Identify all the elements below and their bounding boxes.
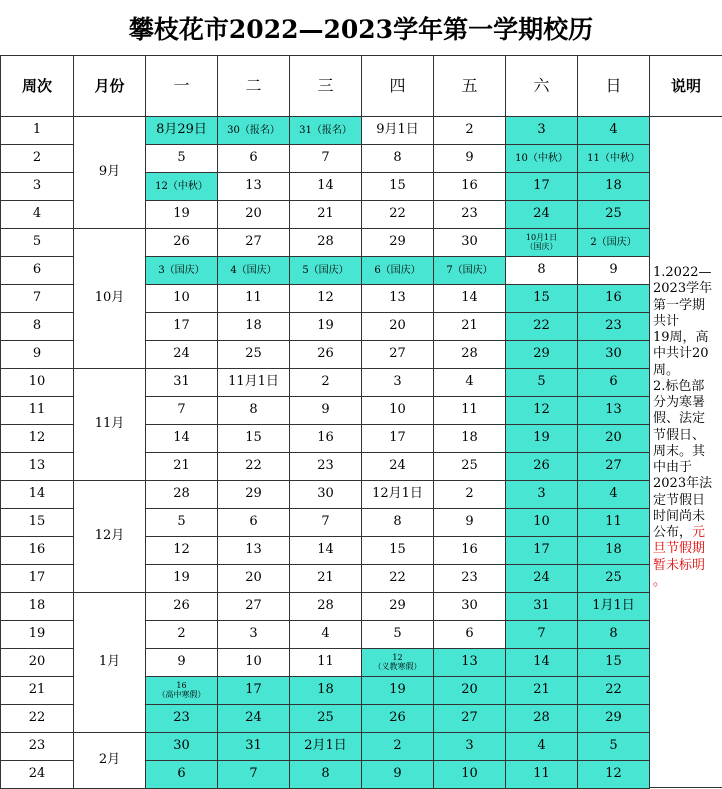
day-cell: 12月1日 — [362, 481, 434, 509]
week-number: 22 — [0, 705, 74, 733]
day-cell: 26 — [506, 453, 578, 481]
header-wed: 三 — [290, 56, 362, 117]
day-cell: 4 — [290, 621, 362, 649]
day-cell: 4 — [434, 369, 506, 397]
header-sun: 日 — [578, 56, 650, 117]
day-cell: 13 — [218, 173, 290, 201]
day-cell: 18 — [434, 425, 506, 453]
day-cell: 25 — [218, 341, 290, 369]
day-cell: 4 — [578, 117, 650, 145]
day-cell: 13 — [434, 649, 506, 677]
header-tue: 二 — [218, 56, 290, 117]
school-calendar-table — [0, 56, 722, 788]
week-number: 20 — [0, 649, 74, 677]
day-cell: 3 — [434, 733, 506, 761]
day-cell: 5 — [146, 145, 218, 173]
day-cell: 28 — [146, 481, 218, 509]
header-mon: 一 — [146, 56, 218, 117]
day-cell: 22 — [218, 453, 290, 481]
day-cell: 30 — [434, 593, 506, 621]
month-label: 11月 — [74, 369, 146, 481]
week-number: 12 — [0, 425, 74, 453]
day-cell: 6（国庆） — [362, 257, 434, 285]
day-cell: 6 — [146, 761, 218, 789]
week-number: 1 — [0, 117, 74, 145]
day-cell: 3 — [506, 117, 578, 145]
day-cell: 26 — [146, 229, 218, 257]
day-cell: 30 — [434, 229, 506, 257]
day-cell: 22 — [362, 201, 434, 229]
day-cell: 16 — [578, 285, 650, 313]
day-cell: 18 — [578, 173, 650, 201]
day-cell: 21 — [290, 565, 362, 593]
day-cell: 14 — [506, 649, 578, 677]
day-cell: 23 — [578, 313, 650, 341]
day-cell: 2 — [146, 621, 218, 649]
day-cell: 10 — [434, 761, 506, 789]
header-week: 周次 — [0, 56, 74, 117]
day-cell: 31（报名） — [290, 117, 362, 145]
day-cell: 6 — [434, 621, 506, 649]
day-cell: 13 — [362, 285, 434, 313]
day-cell: 21 — [290, 201, 362, 229]
day-cell: 9 — [290, 397, 362, 425]
day-cell: 9月1日 — [362, 117, 434, 145]
day-cell: 27 — [218, 593, 290, 621]
day-cell: 4 — [506, 733, 578, 761]
day-cell: 20 — [578, 425, 650, 453]
day-cell: 14 — [290, 537, 362, 565]
day-cell: 3 — [362, 369, 434, 397]
day-cell: 23 — [434, 565, 506, 593]
day-cell: 3 — [506, 481, 578, 509]
day-cell: 6 — [218, 145, 290, 173]
day-cell: 12 — [290, 285, 362, 313]
day-cell: 2 — [434, 481, 506, 509]
day-cell: 15 — [506, 285, 578, 313]
notes-column — [650, 117, 722, 788]
day-cell: 22 — [506, 313, 578, 341]
day-cell: 16 （高中寒假） — [146, 677, 218, 705]
day-cell: 29 — [218, 481, 290, 509]
day-cell: 26 — [146, 593, 218, 621]
day-cell: 7 — [218, 761, 290, 789]
week-number: 7 — [0, 285, 74, 313]
month-label: 12月 — [74, 481, 146, 593]
day-cell: 21 — [146, 453, 218, 481]
day-cell: 27 — [218, 229, 290, 257]
day-cell: 26 — [290, 341, 362, 369]
day-cell: 11 — [218, 285, 290, 313]
week-number: 18 — [0, 593, 74, 621]
day-cell: 27 — [362, 341, 434, 369]
week-number: 21 — [0, 677, 74, 705]
header-fri: 五 — [434, 56, 506, 117]
day-cell: 12 — [506, 397, 578, 425]
day-cell: 17 — [506, 537, 578, 565]
week-number: 16 — [0, 537, 74, 565]
week-number: 8 — [0, 313, 74, 341]
day-cell: 24 — [146, 341, 218, 369]
day-cell: 31 — [146, 369, 218, 397]
day-cell: 5 — [506, 369, 578, 397]
day-cell: 29 — [506, 341, 578, 369]
month-label: 9月 — [74, 117, 146, 229]
day-cell: 11 — [290, 649, 362, 677]
day-cell: 22 — [362, 565, 434, 593]
day-cell: 4（国庆） — [218, 257, 290, 285]
week-number: 3 — [0, 173, 74, 201]
page-title: 攀枝花市2022—2023学年第一学期校历 — [0, 0, 722, 56]
day-cell: 30 — [290, 481, 362, 509]
day-cell: 10（中秋） — [506, 145, 578, 173]
day-cell: 11月1日 — [218, 369, 290, 397]
day-cell: 27 — [578, 453, 650, 481]
day-cell: 10月1日 （国庆） — [506, 229, 578, 257]
day-cell: 12（中秋） — [146, 173, 218, 201]
week-number: 11 — [0, 397, 74, 425]
day-cell: 16 — [290, 425, 362, 453]
day-cell: 11 — [506, 761, 578, 789]
day-cell: 23 — [146, 705, 218, 733]
day-cell: 19 — [146, 201, 218, 229]
day-cell: 15 — [578, 649, 650, 677]
day-cell: 19 — [506, 425, 578, 453]
day-cell: 21 — [434, 313, 506, 341]
day-cell: 18 — [578, 537, 650, 565]
notes-main-text: 1.2022— 2023学年 第一学期 共计 19周，高 中共计20 周。 2.标色部 分为寒暑 假、法定 节假日、 周末。其 中由于 2023年法 定节假日 时间尚未 公布， — [653, 265, 713, 540]
week-number: 13 — [0, 453, 74, 481]
day-cell: 11 — [578, 509, 650, 537]
day-cell: 1月1日 — [578, 593, 650, 621]
day-cell: 20 — [218, 201, 290, 229]
day-cell: 28 — [290, 593, 362, 621]
week-number: 9 — [0, 341, 74, 369]
day-cell: 30 — [578, 341, 650, 369]
day-cell: 15 — [362, 173, 434, 201]
day-cell: 14 — [434, 285, 506, 313]
week-number: 15 — [0, 509, 74, 537]
day-cell: 9 — [578, 257, 650, 285]
day-cell: 18 — [218, 313, 290, 341]
day-cell: 8 — [290, 761, 362, 789]
day-cell: 28 — [290, 229, 362, 257]
day-cell: 29 — [362, 229, 434, 257]
day-cell: 10 — [146, 285, 218, 313]
week-number: 17 — [0, 565, 74, 593]
day-cell: 22 — [578, 677, 650, 705]
week-number: 14 — [0, 481, 74, 509]
week-number: 2 — [0, 145, 74, 173]
day-cell: 8月29日 — [146, 117, 218, 145]
day-cell: 6 — [218, 509, 290, 537]
day-cell: 12 （义教寒假） — [362, 649, 434, 677]
day-cell: 29 — [362, 593, 434, 621]
day-cell: 14 — [290, 173, 362, 201]
day-cell: 16 — [434, 173, 506, 201]
day-cell: 2 — [290, 369, 362, 397]
day-cell: 15 — [362, 537, 434, 565]
day-cell: 13 — [578, 397, 650, 425]
day-cell: 24 — [506, 565, 578, 593]
week-number: 6 — [0, 257, 74, 285]
day-cell: 21 — [506, 677, 578, 705]
day-cell: 5 — [362, 621, 434, 649]
day-cell: 13 — [218, 537, 290, 565]
day-cell: 30 — [146, 733, 218, 761]
day-cell: 15 — [218, 425, 290, 453]
day-cell: 25 — [290, 705, 362, 733]
day-cell: 17 — [506, 173, 578, 201]
day-cell: 10 — [218, 649, 290, 677]
day-cell: 25 — [578, 201, 650, 229]
day-cell: 20 — [434, 677, 506, 705]
day-cell: 27 — [434, 705, 506, 733]
day-cell: 24 — [506, 201, 578, 229]
week-number: 19 — [0, 621, 74, 649]
day-cell: 5 — [146, 509, 218, 537]
day-cell: 24 — [218, 705, 290, 733]
day-cell: 2月1日 — [290, 733, 362, 761]
day-cell: 11（中秋） — [578, 145, 650, 173]
day-cell: 23 — [290, 453, 362, 481]
day-cell: 28 — [434, 341, 506, 369]
day-cell: 17 — [218, 677, 290, 705]
day-cell: 20 — [362, 313, 434, 341]
day-cell: 8 — [506, 257, 578, 285]
day-cell: 6 — [578, 369, 650, 397]
day-cell: 8 — [218, 397, 290, 425]
day-cell: 2（国庆） — [578, 229, 650, 257]
header-notes: 说明 — [650, 56, 722, 117]
day-cell: 12 — [578, 761, 650, 789]
day-cell: 10 — [506, 509, 578, 537]
day-cell: 5（国庆） — [290, 257, 362, 285]
day-cell: 31 — [506, 593, 578, 621]
week-number: 24 — [0, 761, 74, 789]
day-cell: 31 — [218, 733, 290, 761]
day-cell: 2 — [434, 117, 506, 145]
day-cell: 16 — [434, 537, 506, 565]
day-cell: 9 — [146, 649, 218, 677]
day-cell: 30（报名） — [218, 117, 290, 145]
day-cell: 17 — [362, 425, 434, 453]
day-cell: 8 — [578, 621, 650, 649]
day-cell: 9 — [434, 145, 506, 173]
day-cell: 8 — [362, 509, 434, 537]
day-cell: 7 — [290, 509, 362, 537]
notes-red-text: 元 旦节假期 暂未标明 。 — [653, 525, 706, 589]
header-month: 月份 — [74, 56, 146, 117]
day-cell: 19 — [290, 313, 362, 341]
notes-text — [653, 265, 712, 590]
day-cell: 3 — [218, 621, 290, 649]
day-cell: 19 — [146, 565, 218, 593]
month-label: 10月 — [74, 229, 146, 369]
day-cell: 20 — [218, 565, 290, 593]
day-cell: 12 — [146, 537, 218, 565]
header-thu: 四 — [362, 56, 434, 117]
day-cell: 18 — [290, 677, 362, 705]
day-cell: 9 — [362, 761, 434, 789]
day-cell: 4 — [578, 481, 650, 509]
day-cell: 19 — [362, 677, 434, 705]
day-cell: 17 — [146, 313, 218, 341]
week-number: 10 — [0, 369, 74, 397]
month-label: 1月 — [74, 593, 146, 733]
day-cell: 29 — [578, 705, 650, 733]
day-cell: 24 — [362, 453, 434, 481]
day-cell: 25 — [578, 565, 650, 593]
day-cell: 11 — [434, 397, 506, 425]
day-cell: 28 — [506, 705, 578, 733]
month-label: 2月 — [74, 733, 146, 789]
day-cell: 25 — [434, 453, 506, 481]
day-cell: 3（国庆） — [146, 257, 218, 285]
day-cell: 7 — [506, 621, 578, 649]
day-cell: 5 — [578, 733, 650, 761]
week-number: 4 — [0, 201, 74, 229]
day-cell: 8 — [362, 145, 434, 173]
day-cell: 14 — [146, 425, 218, 453]
day-cell: 7（国庆） — [434, 257, 506, 285]
day-cell: 9 — [434, 509, 506, 537]
day-cell: 7 — [146, 397, 218, 425]
day-cell: 26 — [362, 705, 434, 733]
day-cell: 10 — [362, 397, 434, 425]
day-cell: 23 — [434, 201, 506, 229]
day-cell: 2 — [362, 733, 434, 761]
week-number: 5 — [0, 229, 74, 257]
header-sat: 六 — [506, 56, 578, 117]
week-number: 23 — [0, 733, 74, 761]
day-cell: 7 — [290, 145, 362, 173]
